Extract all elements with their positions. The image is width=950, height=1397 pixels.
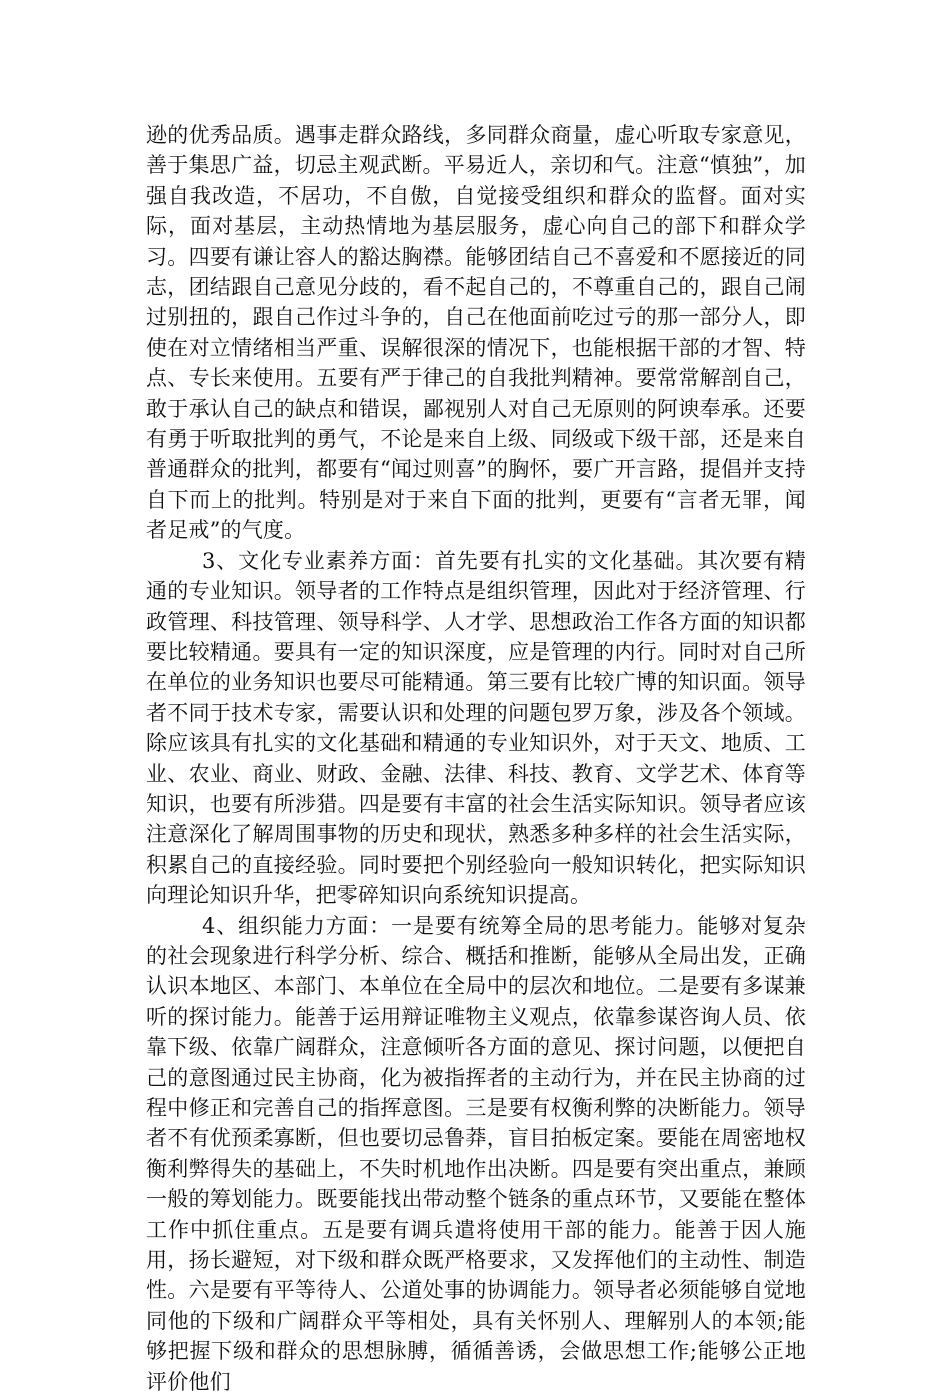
- body-paragraph-3: 4、组织能力方面：一是要有统筹全局的思考能力。能够对复杂的社会现象进行科学分析、综合、概括和推断，能够从全局出发，正确认识本地区、本部门、本单位在全局中的层次和地位。二是要有多谋兼听的探讨能力。能善于运用辩证唯物主义观点，依靠参谋咨询人员、依靠下级、依靠广阔群众，注意倾听各方面的意见、探讨问题，以便把自己的意图通过民主协商，化为被指挥者的主动行为，并在民主协商的过程中修正和完善自己的指挥意图。三是要有权衡利弊的决断能力。领导者不有优预柔寡断，但也要切忌鲁莽，盲目拍板定案。要能在周密地权衡利弊得失的基础上，不失时机地作出决断。四是要有突出重点，兼顾一般的筹划能力。既要能找出带动整个链条的重点环节，又要能在整体工作中抓住重点。五是要有调兵遣将使用干部的能力。能善于因人施用，扬长避短，对下级和群众既严格要求，又发挥他们的主动性、制造性。六是要有平等待人、公道处事的协调能力。领导者必须能够自觉地同他的下级和广阔群众平等相处，具有关怀别人、理解别人的本领;能够把握下级和群众的思想脉膊，循循善诱，会做思想工作;能够公正地评价他们: [146, 913, 806, 1394]
- document-page: [146, 120, 806, 1397]
- body-paragraph-1: 逊的优秀品质。遇事走群众路线，多同群众商量，虚心听取专家意见，善于集思广益，切忌主观武断。平易近人，亲切和气。注意“慎独”，加强自我改造，不居功，不自傲，自觉接受组织和群众的监督。面对实际，面对基层，主动热情地为基层服务，虚心向自己的部下和群众学习。四要有谦让容人的豁达胸襟。能够团结自己不喜爱和不愿接近的同志，团结跟自己意见分歧的，看不起自己的，不尊重自己的，跟自己闹过别扭的，跟自己作过斗争的，自己在他面前吃过亏的那一部分人，即使在对立情绪相当严重、误解很深的情况下，也能根据干部的才智、特点、专长来使用。五要有严于律己的自我批判精神。要常常解剖自己，敢于承认自己的缺点和错误，鄙视别人对自己无原则的阿谀奉承。还要有勇于听取批判的勇气，不论是来自上级、同级或下级干部，还是来自普通群众的批判，都要有“闻过则喜”的胸怀，要广开言路，提倡并支持自下而上的批判。特别是对于来自下面的批判，更要有“言者无罪，闻者足戒”的气度。: [146, 123, 806, 543]
- body-paragraph-2: 3、文化专业素养方面：首先要有扎实的文化基础。其次要有精通的专业知识。领导者的工作特点是组织管理，因此对于经济管理、行政管理、科技管理、领导科学、人才学、思想政治工作各方面的知识都要比较精通。要具有一定的知识深度，应是管理的内行。同时对自己所在单位的业务知识也要尽可能精通。第三要有比较广博的知识面。领导者不同于技术专家，需要认识和处理的问题包罗万象，涉及各个领域。除应该具有扎实的文化基础和精通的专业知识外，对于天文、地质、工业、农业、商业、财政、金融、法律、科技、教育、文学艺术、体育等知识，也要有所涉猎。四是要有丰富的社会生活实际知识。领导者应该注意深化了解周围事物的历史和现状，熟悉多种多样的社会生活实际，积累自己的直接经验。同时要把个别经验向一般知识转化，把实际知识向理论知识升华，把零碎知识向系统知识提高。: [146, 548, 806, 908]
